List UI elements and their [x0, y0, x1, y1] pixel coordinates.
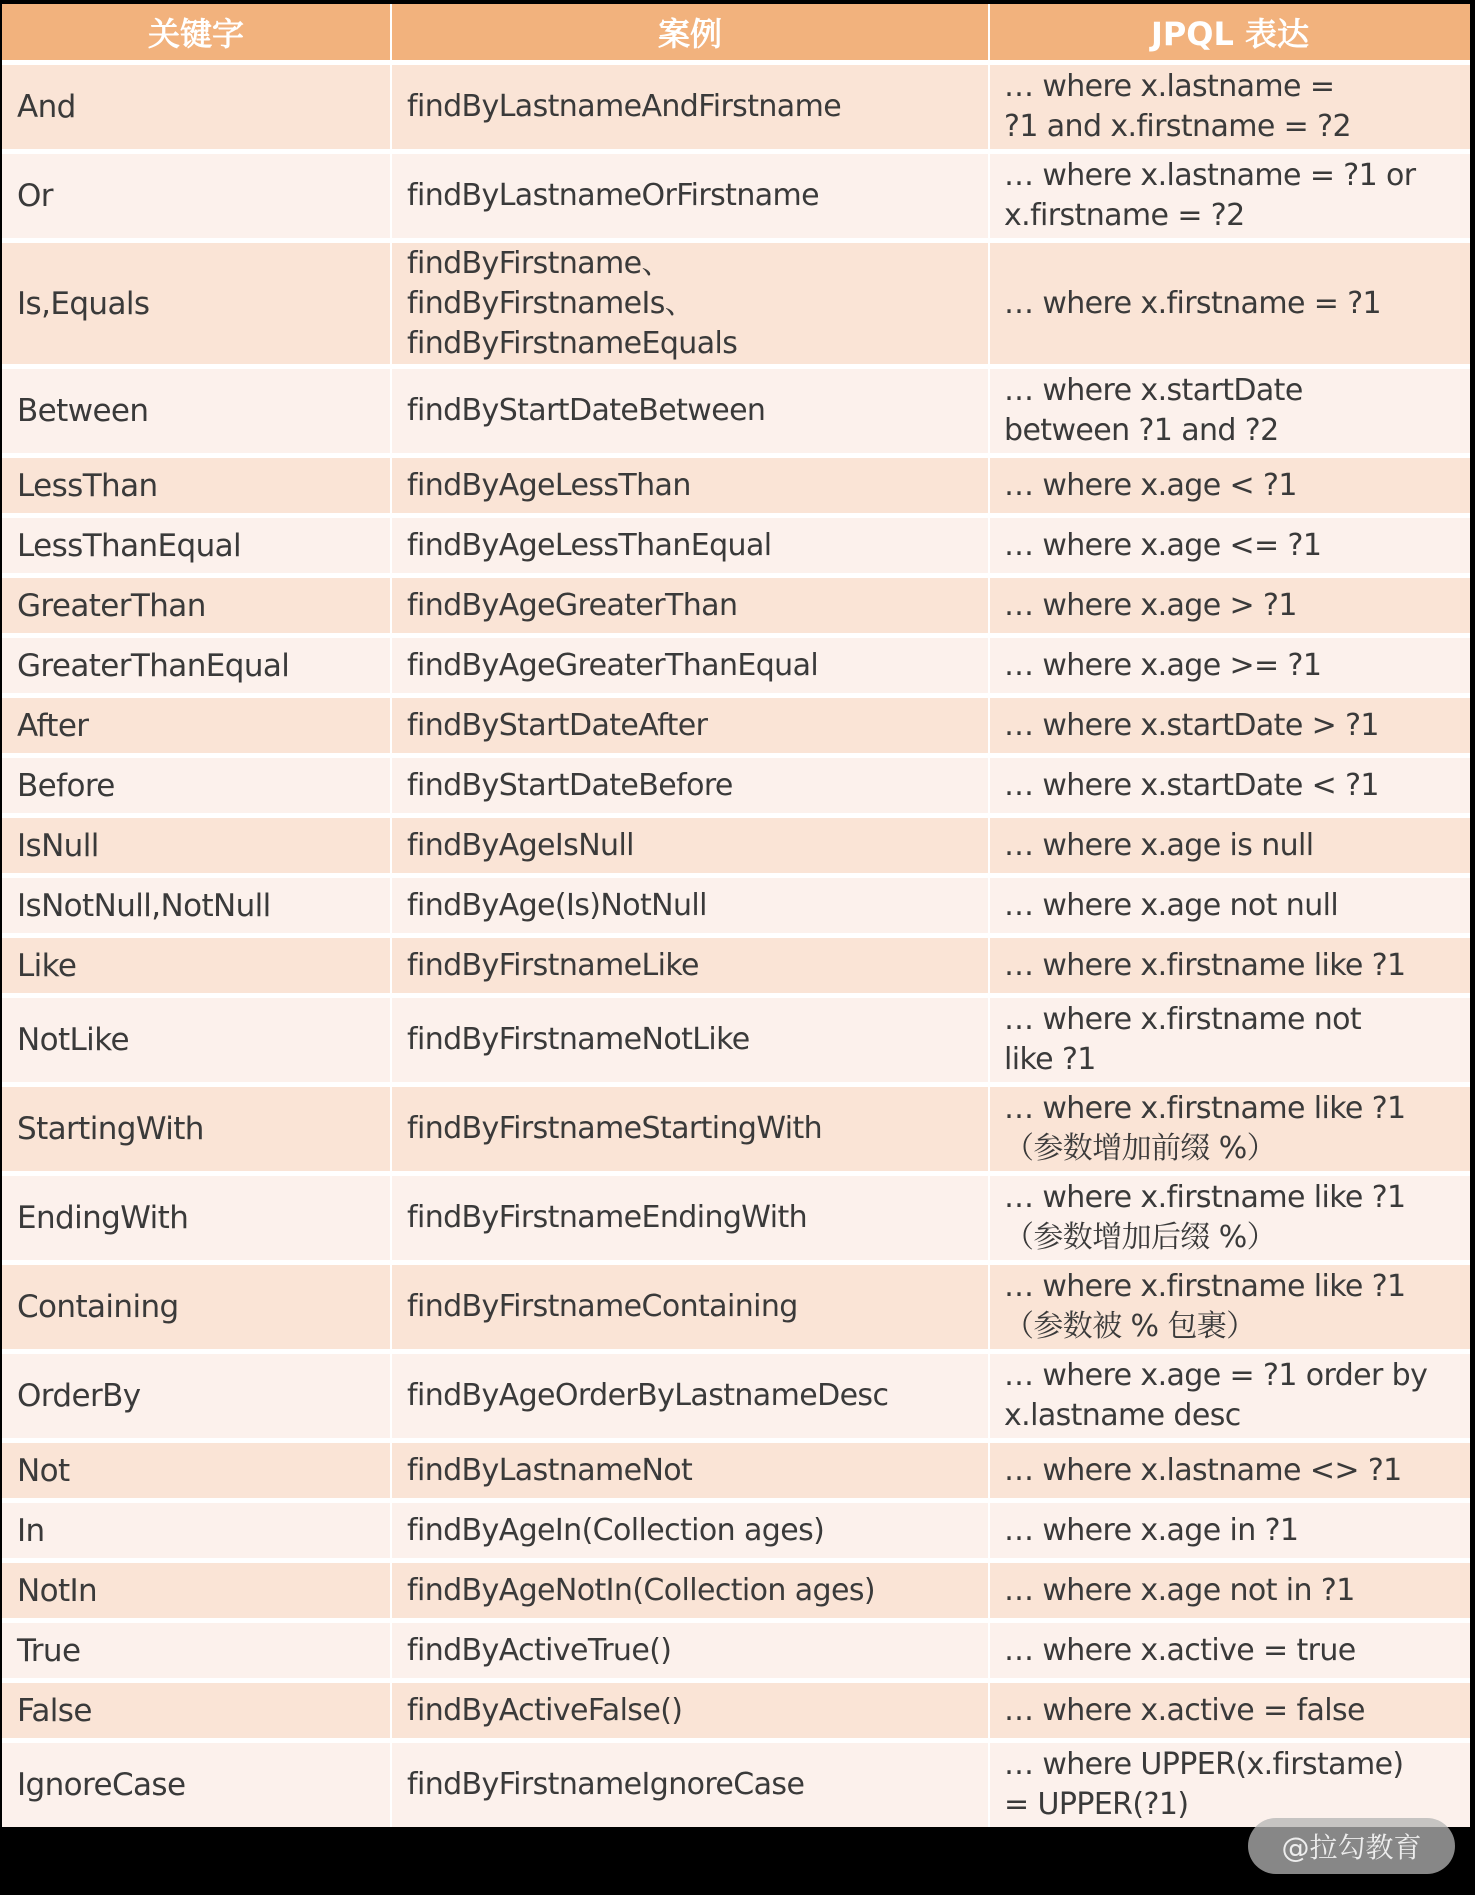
keyword-cell: EndingWith	[2, 1176, 390, 1260]
keyword-cell: IgnoreCase	[2, 1743, 390, 1827]
jpql-cell	[990, 1443, 1470, 1498]
example-cell	[392, 1176, 988, 1260]
jpql-cell	[990, 1503, 1470, 1558]
jpql-cell-line: … where x.lastname <> ?1	[1004, 1452, 1402, 1488]
jpql-cell-line: … where x.firstname like ?1	[1004, 1091, 1406, 1126]
example-cell	[392, 638, 988, 693]
jpql-cell-line: （参数增加后缀 %）	[1004, 1220, 1277, 1255]
keyword-cell: LessThanEqual	[2, 518, 390, 573]
example-cell	[392, 458, 988, 513]
jpql-cell	[990, 1176, 1470, 1260]
example-cell-line: findByFirstnameIgnoreCase	[407, 1767, 805, 1802]
example-cell	[392, 369, 988, 453]
jpql-cell-line: between ?1 and ?2	[1004, 413, 1279, 448]
keyword-cell: NotLike	[2, 998, 390, 1082]
jpql-cell	[990, 998, 1470, 1082]
jpql-cell	[990, 1623, 1470, 1678]
jpql-cell	[990, 698, 1470, 753]
jpql-cell-line: … where x.age = ?1 order by	[1004, 1358, 1428, 1393]
example-cell	[392, 758, 988, 813]
example-cell-line: findByAgeOrderByLastnameDesc	[407, 1378, 889, 1413]
keyword-cell: And	[2, 65, 390, 149]
example-cell-line: findByAgeLessThan	[407, 467, 691, 503]
jpql-cell	[990, 1743, 1470, 1827]
header-keyword: 关键字	[2, 4, 390, 60]
jpql-cell-line: … where x.startDate > ?1	[1004, 707, 1379, 743]
jpql-cell-line: … where x.age > ?1	[1004, 587, 1297, 623]
example-cell-line: findByLastnameNot	[407, 1452, 693, 1488]
example-cell-line: findByAgeGreaterThanEqual	[407, 647, 819, 683]
jpql-cell	[990, 878, 1470, 933]
jpql-cell-line: … where x.firstname not	[1004, 1002, 1362, 1037]
jpql-cell-line: … where x.age >= ?1	[1004, 647, 1322, 683]
keyword-cell: StartingWith	[2, 1087, 390, 1171]
example-cell-line: findByActiveTrue()	[407, 1632, 672, 1668]
example-cell	[392, 1563, 988, 1618]
example-cell	[392, 1354, 988, 1438]
jpql-cell-line: （参数被 % 包裹）	[1004, 1309, 1256, 1344]
jpql-cell-line: … where x.lastname = ?1 or	[1004, 158, 1416, 193]
example-cell-line: findByAgeLessThanEqual	[407, 527, 772, 563]
example-cell-line: findByLastnameAndFirstname	[407, 89, 842, 124]
example-cell	[392, 1743, 988, 1827]
jpql-cell-line: like ?1	[1004, 1042, 1096, 1077]
example-cell-line: findByFirstname、	[407, 245, 671, 281]
header-jpql: JPQL 表达	[990, 4, 1470, 60]
example-cell	[392, 1265, 988, 1349]
keyword-cell: NotIn	[2, 1563, 390, 1618]
example-cell-line: findByAgeNotIn(Collection ages)	[407, 1572, 875, 1608]
jpql-cell-line: x.firstname = ?2	[1004, 198, 1245, 233]
example-cell	[392, 65, 988, 149]
keyword-cell: False	[2, 1683, 390, 1738]
jpql-cell	[990, 638, 1470, 693]
jpql-cell	[990, 1683, 1470, 1738]
jpql-cell-line: （参数增加前缀 %）	[1004, 1131, 1277, 1166]
jpql-cell-line: … where x.active = false	[1004, 1692, 1365, 1728]
keyword-cell: IsNotNull,NotNull	[2, 878, 390, 933]
jpql-cell-line: = UPPER(?1)	[1004, 1787, 1189, 1822]
jpql-cell-line: x.lastname desc	[1004, 1398, 1241, 1433]
keyword-cell: IsNull	[2, 818, 390, 873]
keyword-cell: Is,Equals	[2, 243, 390, 364]
example-cell	[392, 243, 988, 364]
example-cell-line: findByFirstnameEquals	[407, 325, 738, 361]
table-grid	[2, 4, 1470, 1827]
example-cell-line: findByLastnameOrFirstname	[407, 178, 820, 213]
example-cell-line: findByFirstnameNotLike	[407, 1022, 750, 1057]
jpql-cell	[990, 369, 1470, 453]
jpql-cell-line: … where x.age <= ?1	[1004, 527, 1322, 563]
jpql-cell-line: … where x.startDate	[1004, 373, 1303, 408]
keyword-cell: Before	[2, 758, 390, 813]
jpql-cell	[990, 1354, 1470, 1438]
jpql-cell	[990, 1563, 1470, 1618]
keyword-cell: GreaterThan	[2, 578, 390, 633]
example-cell-line: findByStartDateAfter	[407, 707, 708, 743]
keyword-cell: Or	[2, 154, 390, 238]
example-cell	[392, 1623, 988, 1678]
example-cell-line: findByStartDateBefore	[407, 767, 733, 803]
example-cell	[392, 818, 988, 873]
example-cell-line: findByStartDateBetween	[407, 393, 766, 428]
jpql-cell	[990, 1265, 1470, 1349]
example-cell	[392, 518, 988, 573]
keyword-cell: GreaterThanEqual	[2, 638, 390, 693]
keyword-cell: OrderBy	[2, 1354, 390, 1438]
jpql-cell	[990, 65, 1470, 149]
jpql-cell	[990, 154, 1470, 238]
jpql-cell-line: … where x.firstname like ?1	[1004, 1269, 1406, 1304]
jpql-cell-line: … where x.startDate < ?1	[1004, 767, 1379, 803]
jpql-keyword-table	[2, 4, 1470, 1827]
example-cell-line: findByFirstnameEndingWith	[407, 1200, 808, 1235]
jpql-cell-line: … where x.active = true	[1004, 1632, 1356, 1668]
jpql-cell	[990, 1087, 1470, 1171]
jpql-cell-line: … where x.firstname = ?1	[1004, 285, 1382, 321]
example-cell-line: findByFirstnameContaining	[407, 1289, 798, 1324]
keyword-cell: In	[2, 1503, 390, 1558]
jpql-cell-line: … where x.age not in ?1	[1004, 1572, 1355, 1608]
example-cell	[392, 878, 988, 933]
jpql-cell-line: … where x.firstname like ?1	[1004, 947, 1406, 983]
example-cell	[392, 1503, 988, 1558]
jpql-cell-line: … where x.age in ?1	[1004, 1512, 1299, 1548]
example-cell	[392, 154, 988, 238]
jpql-cell-line: … where x.firstname like ?1	[1004, 1180, 1406, 1215]
jpql-cell-line: … where x.age is null	[1004, 827, 1314, 863]
keyword-cell: Like	[2, 938, 390, 993]
jpql-cell	[990, 518, 1470, 573]
jpql-cell	[990, 758, 1470, 813]
example-cell-line: findByAgeIsNull	[407, 827, 634, 863]
keyword-cell: True	[2, 1623, 390, 1678]
jpql-cell-line: … where x.age < ?1	[1004, 467, 1297, 503]
example-cell	[392, 938, 988, 993]
jpql-cell	[990, 243, 1470, 364]
example-cell	[392, 1443, 988, 1498]
header-example: 案例	[392, 4, 988, 60]
example-cell-line: findByFirstnameIs、	[407, 285, 695, 321]
watermark: @拉勾教育	[1248, 1818, 1455, 1874]
jpql-cell-line: ?1 and x.firstname = ?2	[1004, 109, 1351, 144]
keyword-cell: Between	[2, 369, 390, 453]
jpql-cell-line: … where x.lastname =	[1004, 69, 1335, 104]
example-cell-line: findByFirstnameLike	[407, 947, 699, 983]
jpql-cell	[990, 578, 1470, 633]
example-cell	[392, 1087, 988, 1171]
example-cell	[392, 998, 988, 1082]
example-cell-line: findByAgeGreaterThan	[407, 587, 738, 623]
keyword-cell: LessThan	[2, 458, 390, 513]
example-cell-line: findByAge(Is)NotNull	[407, 887, 707, 923]
example-cell-line: findByAgeIn(Collection ages)	[407, 1512, 825, 1548]
jpql-cell	[990, 938, 1470, 993]
jpql-cell-line: … where UPPER(x.firstame)	[1004, 1747, 1404, 1782]
jpql-cell	[990, 818, 1470, 873]
jpql-cell	[990, 458, 1470, 513]
example-cell	[392, 578, 988, 633]
example-cell	[392, 1683, 988, 1738]
jpql-cell-line: … where x.age not null	[1004, 887, 1339, 923]
keyword-cell: Containing	[2, 1265, 390, 1349]
example-cell-line: findByActiveFalse()	[407, 1692, 683, 1728]
example-cell	[392, 698, 988, 753]
keyword-cell: Not	[2, 1443, 390, 1498]
keyword-cell: After	[2, 698, 390, 753]
example-cell-line: findByFirstnameStartingWith	[407, 1111, 823, 1146]
